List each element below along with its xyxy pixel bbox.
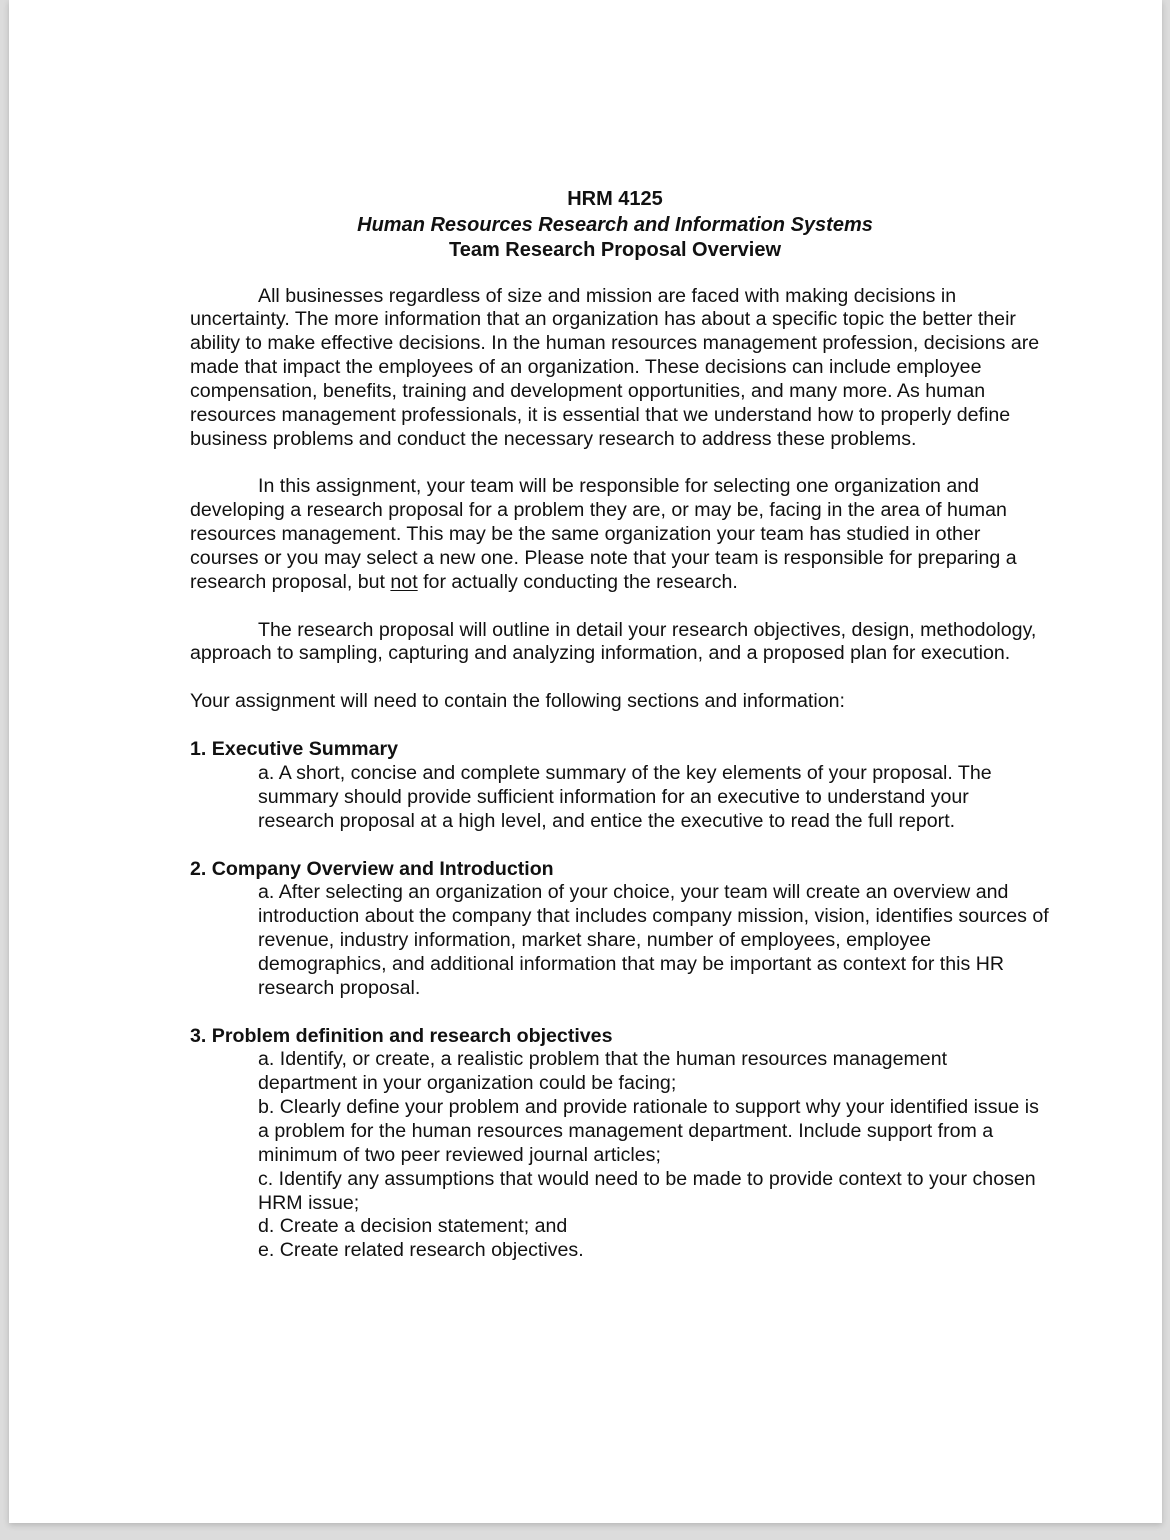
section-item: a. Identify, or create, a realistic problem that the human resources management department in your organization could be facing; — [258, 1048, 948, 1095]
document-content — [190, 187, 1050, 1263]
section-item: a. After selecting an organization of your choice, your team will create an overview and introduction about the company that includes company mission, vision, identifies sources of revenue, industry information, market share, number of employees, employee demographics, and additional information that may be important as context for this HR research proposal. — [258, 881, 1049, 999]
section-company-overview — [190, 858, 1050, 1001]
title-block — [180, 187, 1050, 264]
assignment-text-before: In this assignment, your team will be responsible for selecting one organization and developing a research proposal for a problem they are, or may be, facing in the area of human resources management. This may be the same organization your team has studied in other courses or you may select a new one. Please note that your team is responsible for preparing a research proposal, but — [190, 475, 1017, 593]
section-item: b. Clearly define your problem and provide rationale to support why your identified issue is a problem for the human resources management department. Include support from a minimum of two peer reviewed journal articles; — [258, 1096, 1039, 1166]
proposal-paragraph: The research proposal will outline in detail your research objectives, design, methodology, approach to sampling, capturing and analyzing information, and a proposed plan for execution. — [190, 618, 1037, 665]
section-heading: 1. Executive Summary — [190, 738, 399, 761]
document-page — [9, 0, 1162, 1523]
section-item: e. Create related research objectives. — [258, 1239, 584, 1262]
intro-paragraph: All businesses regardless of size and mission are faced with making decisions in uncertainty. The more information that an organization has about a specific topic the better their ability to make effective decisions. In the human resources management profession, decisions are made that impact the employees of an organization. These decisions can include employee compensation, benefits, training and development opportunities, and many more. As human resources management professionals, it is essential that we understand how to properly define business problems and conduct the necessary research to address these problems. — [190, 284, 1040, 450]
sections-intro: Your assignment will need to contain the following sections and information: — [190, 690, 845, 713]
course-title: Human Resources Research and Information Systems — [357, 213, 873, 236]
section-item: d. Create a decision statement; and — [258, 1215, 568, 1238]
section-executive-summary — [190, 738, 1050, 833]
section-item: c. Identify any assumptions that would need to be made to provide context to your chosen HRM issue; — [258, 1167, 1036, 1214]
assignment-paragraph — [190, 475, 1050, 594]
course-code: HRM 4125 — [567, 188, 663, 210]
section-item: a. A short, concise and complete summary of the key elements of your proposal. The summary should provide sufficient information for an executive to understand your research proposal at a high level, and entice the executive to read the full report. — [258, 762, 992, 832]
document-title: Team Research Proposal Overview — [448, 239, 781, 261]
section-problem-definition — [190, 1025, 1050, 1263]
section-heading: 2. Company Overview and Introduction — [190, 857, 554, 880]
emphasis-not: not — [390, 570, 418, 593]
assignment-text-after: for actually conducting the research. — [417, 570, 738, 593]
section-heading: 3. Problem definition and research objectives — [190, 1024, 613, 1047]
